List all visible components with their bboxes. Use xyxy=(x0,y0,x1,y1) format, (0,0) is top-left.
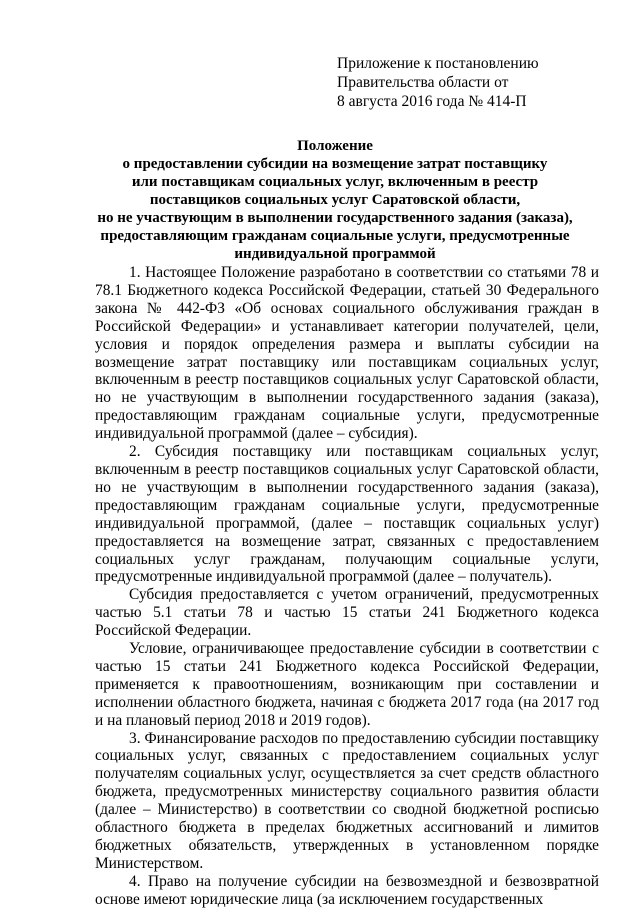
paragraph-2: 2. Субсидия поставщику или поставщикам социальных услуг, включенным в реестр поставщиков социальных услуг Саратовской области, но не участвующим в выполнении государственного задания (заказа), предоставляющим гражданам социальные услуги, предусмотренные индивидуальной программой, (далее – поставщик социальных услуг) предоставляется на возмещение затрат, связанных с предоставлением социальных услуг гражданам, получающим социальные услуги, предусмотренные индивидуальной программой (далее – получатель). xyxy=(95,443,599,586)
paragraph-2-limits: Субсидия предоставляется с учетом ограничений, предусмотренных частью 5.1 статьи 78 и частью 15 статьи 241 Бюджетного кодекса Российской Федерации. xyxy=(95,586,599,640)
paragraph-4: 4. Право на получение субсидии на безвозмездной и безвозвратной основе имеют юридические лица (за исключением государственных xyxy=(95,872,599,908)
title-line: Положение xyxy=(297,138,373,154)
paragraph-3: 3. Финансирование расходов по предоставлению субсидии поставщику социальных услуг, связанных с предоставлением социальных услуг получателям социальных услуг, осуществляется за счет средств областного бюджета, предусмотренных министерству социального развития области (далее – Министерство) в соответствии со сводной бюджетной росписью областного бюджета в пределах бюджетных ассигнований и лимитов бюджетных обязательств, утвержденных в установленном порядке Министерством. xyxy=(95,729,599,872)
document-body xyxy=(95,264,599,909)
paragraph-2-condition: Условие, ограничивающее предоставление субсидии в соответствии с частью 15 статьи 241 Бюджетного кодекса Российской Федерации, применяется к правоотношениям, возникающим при составлении и исполнении областного бюджета, начиная с бюджета 2017 года (на 2017 год и на плановый период 2018 и 2019 годов). xyxy=(95,640,599,729)
approval-note-line: Приложение к постановлению xyxy=(337,55,539,72)
paragraph-1: 1. Настоящее Положение разработано в соответствии со статьями 78 и 78.1 Бюджетного кодекса Российской Федерации, статьей 30 Федерального закона № 442-ФЗ «Об основах социального обслуживания граждан в Российской Федерации» и устанавливает категории получателей, цели, условия и порядок определения размера и выплаты субсидии на возмещение затрат поставщику или поставщикам социальных услуг, включенным в реестр поставщиков социальных услуг Саратовской области, но не участвующим в выполнении государственного задания (заказа), предоставляющим гражданам социальные услуги, предусмотренные индивидуальной программой (далее – субсидия). xyxy=(95,264,599,443)
document-title xyxy=(70,137,600,263)
approval-note-line: 8 августа 2016 года № 414-П xyxy=(337,93,527,110)
title-line: поставщиков социальных услуг Саратовской области, xyxy=(149,192,521,208)
title-line: но не участвующим в выполнении государственного задания (заказа), xyxy=(97,210,573,226)
title-line: индивидуальной программой xyxy=(234,246,436,262)
title-line: предоставляющим гражданам социальные услуги, предусмотренные xyxy=(100,228,570,244)
approval-note xyxy=(337,54,597,111)
approval-note-line: Правительства области от xyxy=(337,74,509,91)
title-line: о предоставлении субсидии на возмещение затрат поставщику xyxy=(122,156,548,172)
title-line: или поставщикам социальных услуг, включенным в реестр xyxy=(131,174,539,190)
